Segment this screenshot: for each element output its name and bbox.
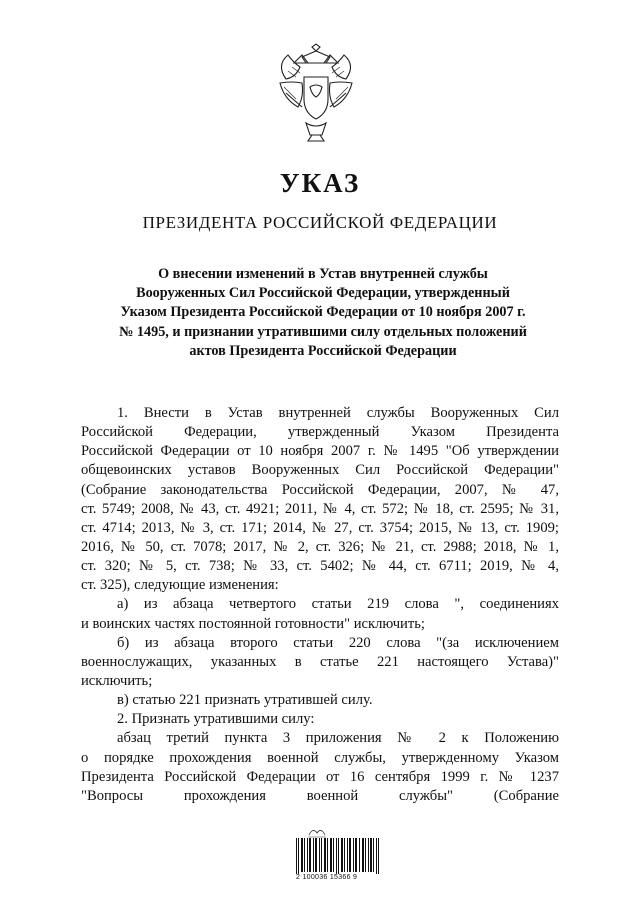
body-line: (Собрание законодательства Российской Федерации, 2007, № 47, (81, 481, 559, 498)
document-subtitle: ПРЕЗИДЕНТА РОССИЙСКОЙ ФЕДЕРАЦИИ (142, 213, 498, 232)
body-line: абзац третий пункта 3 приложения № 2 к Положению (117, 730, 559, 747)
body-line: общевоинских уставов Вооруженных Сил Российской Федерации" (81, 462, 559, 479)
body-line: Российской Федерации, утвержденный Указом Президента (81, 424, 559, 441)
heading-line: актов Президента Российской Федерации (189, 342, 457, 359)
body-line: ст. 325), следующие изменения: (81, 577, 279, 594)
body-line: 2016, № 50, ст. 7078; 2017, № 2, ст. 326; № 21, ст. 2988; 2018, № 1, (81, 538, 559, 555)
body-line: ст. 4714; 2013, № 3, ст. 171; 2014, № 27, ст. 3754; 2015, № 13, ст. 1909; (81, 519, 559, 536)
heading-line: № 1495, и признании утратившими силу отдельных положений (119, 323, 527, 340)
body-line: в) статью 221 признать утратившей силу. (117, 692, 373, 709)
body-line: ст. 5749; 2008, № 43, ст. 4921; 2011, № 4, ст. 572; № 18, ст. 2595; № 31, (81, 500, 559, 517)
body-line: Российской Федерации от 10 ноября 2007 г. № 1495 "Об утверждении (81, 443, 559, 460)
body-line: о порядке прохождения военной службы, утвержденному Указом (81, 749, 559, 766)
barcode (296, 838, 380, 874)
body-line: исключить; (81, 672, 153, 689)
body-line: а) из абзаца четвертого статьи 219 слова ", соединениях (117, 596, 559, 613)
body-line: военнослужащих, указанных в статье 221 настоящего Устава)" (81, 653, 559, 670)
body-line: 2. Признать утратившими силу: (117, 711, 315, 728)
printer-mark-icon (306, 826, 328, 838)
body-line: 1. Внести в Устав внутренней службы Вооруженных Сил (117, 405, 559, 421)
heading-line: Вооруженных Сил Российской Федерации, утвержденный (136, 285, 510, 302)
body-line: б) из абзаца второго статьи 220 слова "(за исключением (117, 634, 559, 651)
heading-line: О внесении изменений в Устав внутренней службы (158, 266, 488, 282)
document-title: УКАЗ (279, 168, 361, 198)
barcode-number: 2 100036 15366 9 (296, 874, 358, 881)
body-line: Президента Российской Федерации от 16 сентября 1999 г. № 1237 (81, 768, 559, 785)
decree-heading (108, 265, 538, 361)
body-line: "Вопросы прохождения военной службы" (Собрание (81, 787, 559, 804)
body-line: и воинских частях постоянной готовности" исключить; (81, 615, 425, 632)
decree-body (81, 404, 559, 806)
body-line: ст. 320; № 5, ст. 738; № 33, ст. 5402; № 44, ст. 6711; 2019, № 4, (81, 558, 559, 575)
coat-of-arms-emblem (272, 43, 360, 143)
heading-line: Указом Президента Российской Федерации от 10 ноября 2007 г. (120, 304, 526, 321)
